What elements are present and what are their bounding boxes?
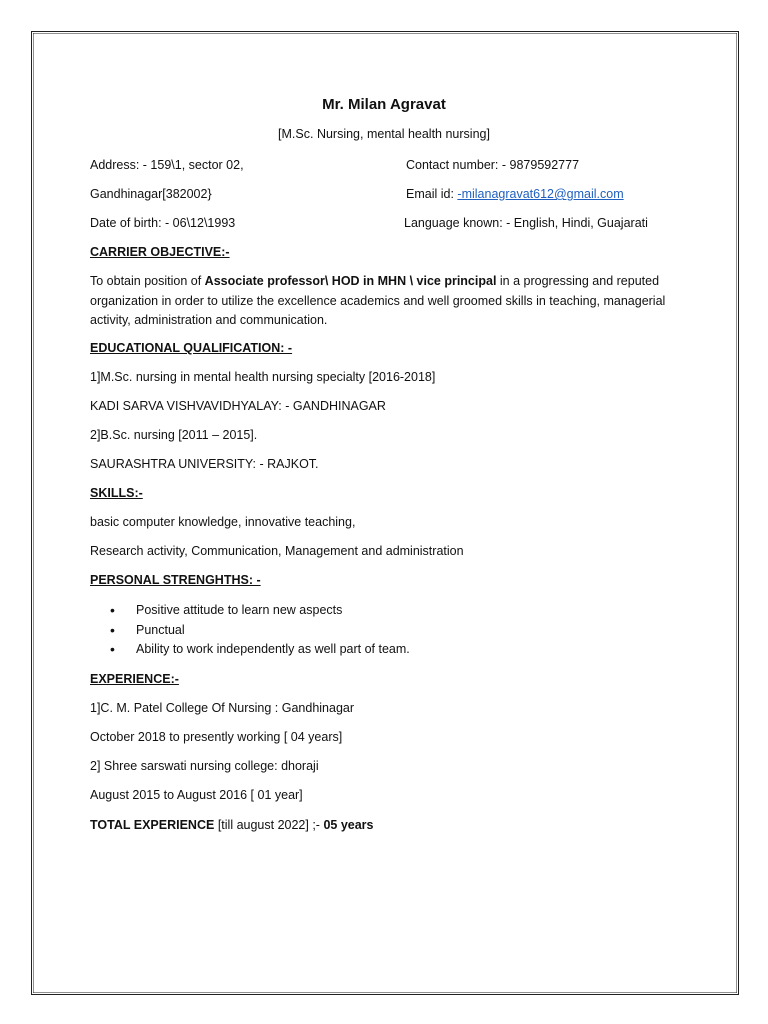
skills-line: basic computer knowledge, innovative teaching, [90, 515, 356, 529]
objective-text-end: in a progressing and reputed organization in order to utilize the excellence academics and well groomed skills in teaching, managerial activity, administration and communication. [90, 274, 666, 327]
date-of-birth: Date of birth: - 06\12\1993 [90, 216, 236, 230]
total-experience-label: TOTAL EXPERIENCE [90, 818, 215, 832]
page-border [31, 31, 739, 995]
education-line: 1]M.Sc. nursing in mental health nursing specialty [2016-2018] [90, 370, 436, 384]
objective-position: Associate professor\ HOD in MHN \ vice principal [204, 274, 497, 288]
list-item: • Punctual [110, 621, 410, 641]
experience-heading: EXPERIENCE:- [90, 672, 179, 686]
address-line-1: Address: - 159\1, sector 02, [90, 158, 244, 172]
experience-line: October 2018 to presently working [ 04 years] [90, 730, 343, 744]
total-experience [90, 818, 374, 832]
email-link[interactable]: -milanagravat612@gmail.com [457, 187, 624, 201]
candidate-qualification: [M.Sc. Nursing, mental health nursing] [278, 127, 490, 141]
email-row [406, 187, 624, 201]
total-experience-period: [till august 2022] ;- [214, 818, 324, 832]
experience-line: 1]C. M. Patel College Of Nursing : Gandhinagar [90, 701, 355, 715]
education-heading: EDUCATIONAL QUALIFICATION: - [90, 341, 293, 355]
experience-line: August 2015 to August 2016 [ 01 year] [90, 788, 303, 802]
contact-number: Contact number: - 9879592777 [406, 158, 580, 172]
experience-line: 2] Shree sarswati nursing college: dhoraji [90, 759, 319, 773]
skills-heading: SKILLS:- [90, 486, 143, 500]
list-item: • Positive attitude to learn new aspects [110, 601, 410, 621]
objective-heading: CARRIER OBJECTIVE:- [90, 245, 230, 259]
objective-text-start: To obtain position of [90, 274, 205, 288]
objective-text [90, 272, 680, 331]
list-item: • Ability to work independently as well part of team. [110, 640, 410, 660]
education-line: KADI SARVA VISHVAVIDHYALAY: - GANDHINAGAR [90, 399, 386, 413]
total-experience-value: 05 years [323, 818, 374, 832]
education-line: SAURASHTRA UNIVERSITY: - RAJKOT. [90, 457, 319, 471]
address-line-2: Gandhinagar[382002} [90, 187, 212, 201]
strengths-list [110, 601, 410, 660]
email-label: Email id: [406, 187, 458, 201]
education-line: 2]B.Sc. nursing [2011 – 2015]. [90, 428, 258, 442]
languages-known: Language known: - English, Hindi, Guajarati [404, 216, 648, 230]
skills-line: Research activity, Communication, Management and administration [90, 544, 464, 558]
candidate-name: Mr. Milan Agravat [322, 96, 446, 113]
strengths-heading: PERSONAL STRENGHTHS: - [90, 573, 261, 587]
